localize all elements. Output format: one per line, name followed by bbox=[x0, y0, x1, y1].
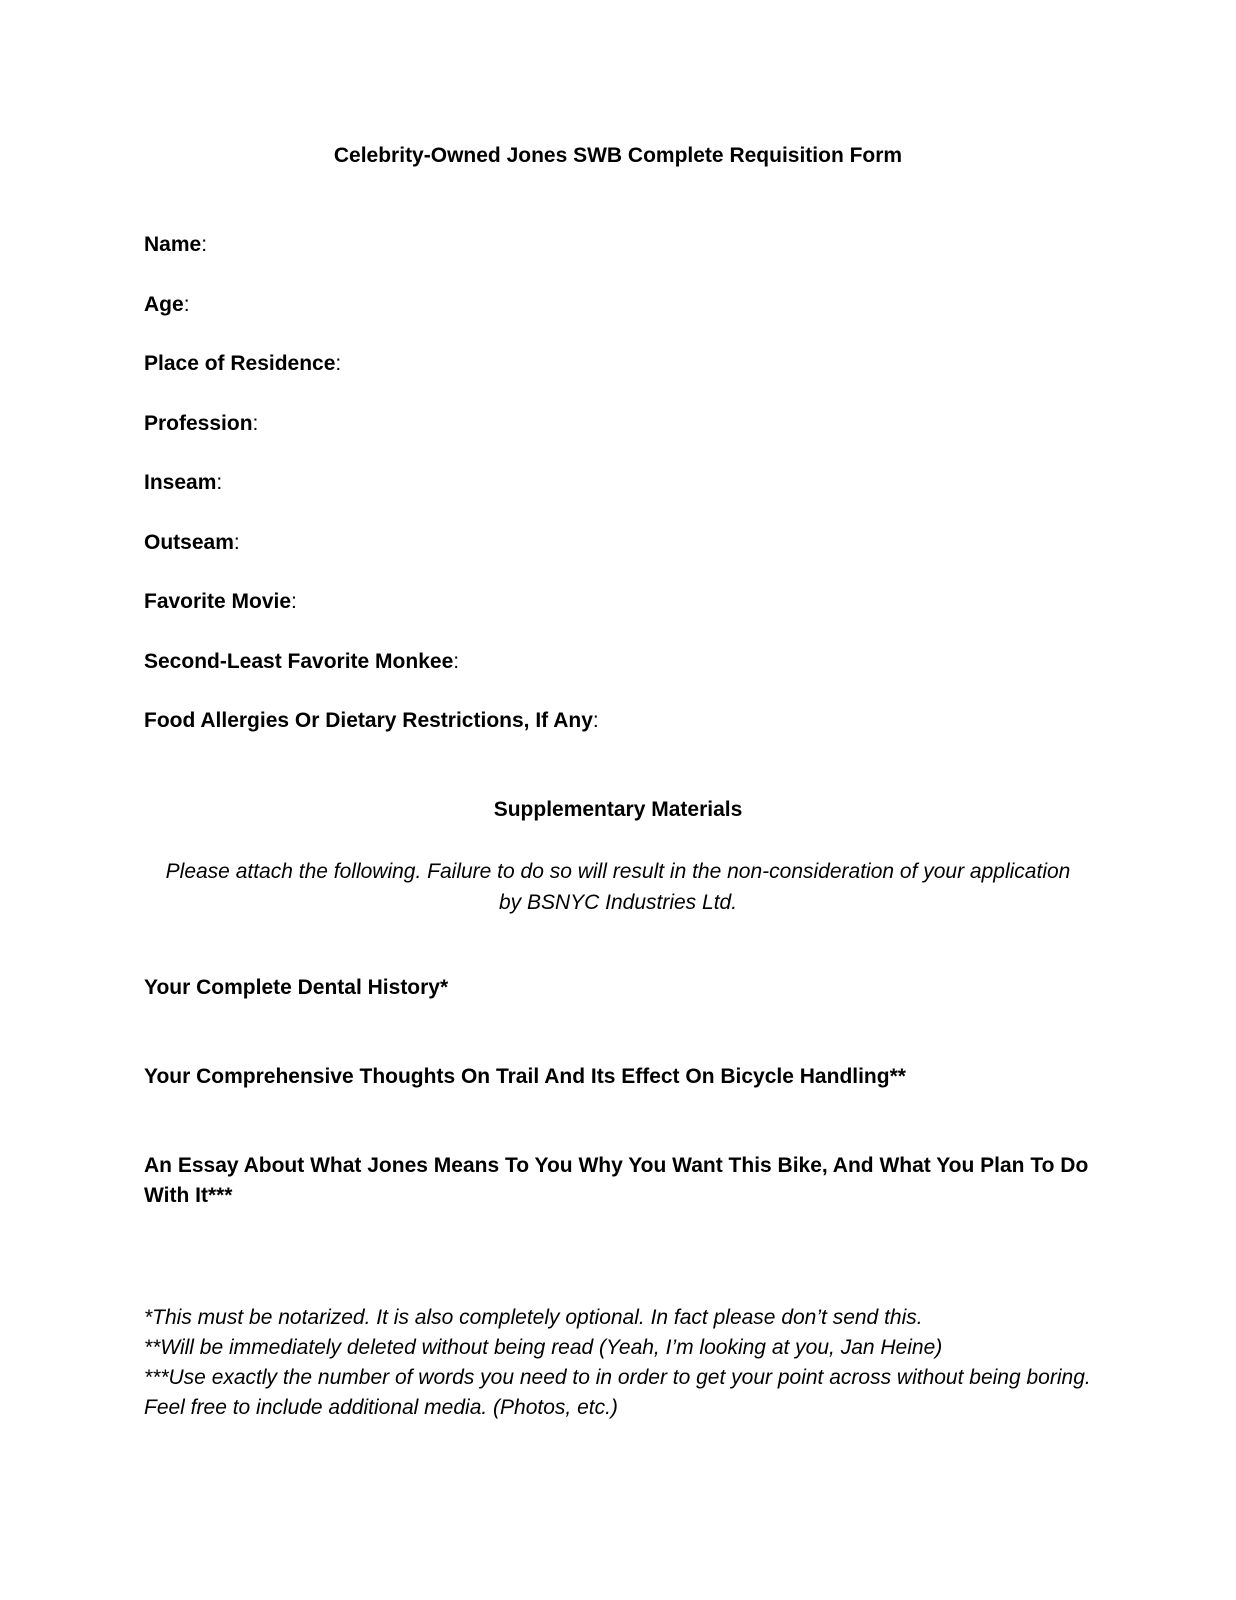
form-title: Celebrity-Owned Jones SWB Complete Requisition Form bbox=[333, 144, 903, 167]
field-colon: : bbox=[335, 352, 342, 375]
field-colon: : bbox=[183, 293, 190, 316]
footnote-3: ***Use exactly the number of words you need to in order to get your point across without being boring. Feel free to include additional media. (Photos, etc.) bbox=[144, 1366, 1091, 1419]
field-age bbox=[144, 292, 190, 318]
field-colon: : bbox=[252, 412, 259, 435]
field-colon: : bbox=[216, 471, 223, 494]
field-label: Place of Residence bbox=[144, 352, 336, 375]
field-label: Favorite Movie bbox=[144, 590, 292, 613]
field-label: Profession bbox=[144, 412, 253, 435]
field-label: Name bbox=[144, 233, 202, 256]
supplementary-heading: Supplementary Materials bbox=[493, 798, 743, 821]
field-name bbox=[144, 232, 207, 258]
footnote-2: **Will be immediately deleted without being read (Yeah, I’m looking at you, Jan Heine) bbox=[144, 1336, 943, 1359]
field-label: Second-Least Favorite Monkee bbox=[144, 650, 454, 673]
footnotes bbox=[144, 1303, 1094, 1423]
field-colon: : bbox=[233, 531, 240, 554]
field-label: Age bbox=[144, 293, 184, 316]
field-colon: : bbox=[592, 709, 599, 732]
material-essay: An Essay About What Jones Means To You Why You Want This Bike, And What You Plan To Do With It*** bbox=[144, 1154, 1089, 1207]
field-label: Food Allergies Or Dietary Restrictions, If Any bbox=[144, 709, 593, 732]
supplementary-instructions: Please attach the following. Failure to do so will result in the non-consideration of your application by BSNYC Industries Ltd. bbox=[165, 860, 1071, 914]
field-place-of-residence bbox=[144, 351, 341, 377]
field-favorite-movie bbox=[144, 589, 297, 615]
field-food-allergies bbox=[144, 708, 599, 734]
field-profession bbox=[144, 411, 258, 437]
footnote-1: *This must be notarized. It is also completely optional. In fact please don’t send this. bbox=[144, 1306, 923, 1329]
field-colon: : bbox=[291, 590, 297, 613]
material-dental-history: Your Complete Dental History* bbox=[144, 976, 449, 999]
field-outseam bbox=[144, 530, 240, 556]
field-colon: : bbox=[453, 650, 460, 673]
field-label: Outseam bbox=[144, 531, 234, 554]
material-trail-thoughts: Your Comprehensive Thoughts On Trail And Its Effect On Bicycle Handling** bbox=[144, 1065, 906, 1088]
field-label: Inseam bbox=[144, 471, 217, 494]
field-inseam bbox=[144, 470, 222, 496]
field-second-least-favorite-monkee bbox=[144, 649, 459, 675]
field-colon: : bbox=[201, 233, 208, 256]
